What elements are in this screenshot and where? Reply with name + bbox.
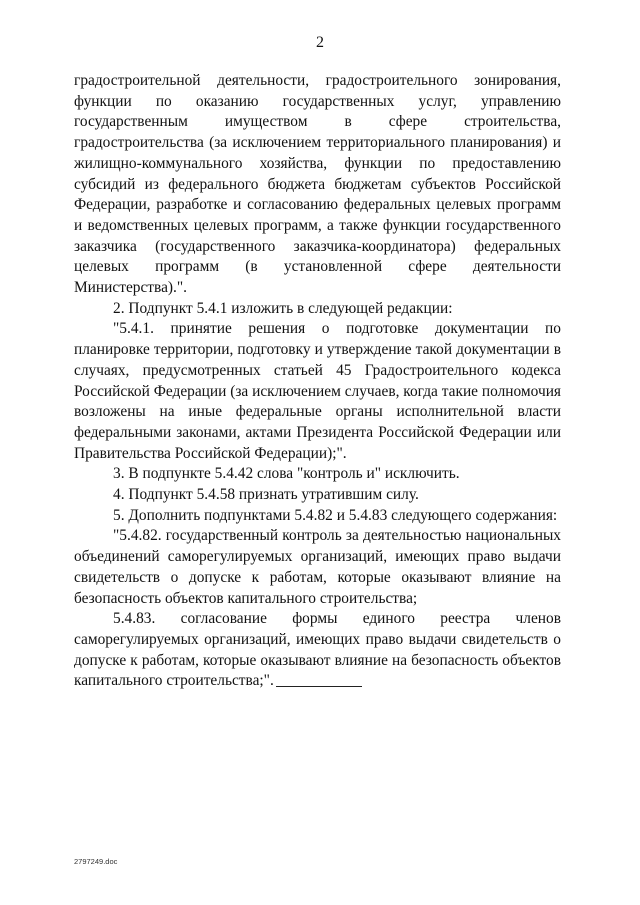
document-file-id: 2797249.doc xyxy=(74,857,118,866)
paragraph-5-4-83: 5.4.83. согласование формы единого реестра членов саморегулируемых организаций, имеющих право выдачи свидетельств о допуске к работам, которые оказывают влияние на безопасность объектов капитального строительства;". xyxy=(74,610,561,690)
document-body xyxy=(74,71,561,692)
paragraph-5-4-82: "5.4.82. государственный контроль за деятельностью национальных объединений саморегулируемых организаций, имеющих право выдачи свидетельств о допуске к работам, которые оказывают влияние на безопасность объектов капитального строительства; xyxy=(74,527,561,607)
paragraph-5-4-1: "5.4.1. принятие решения о подготовке документации по планировке территории, подготовку и утверждение такой документации в случаях, предусмотренных статьей 45 Градостроительного кодекса Российской Федерации (за исключением случаев, когда такие полномочия возложены на иные федеральные органы исполнительной власти федеральными законами, актами Президента Российской Федерации или Правительства Российской Федерации);". xyxy=(74,320,562,462)
paragraph-continuation: градостроительной деятельности, градостроительного зонирования, функции по оказанию государственных услуг, управлению государственным имуществом в сфере строительства, градостроительства (за исключением территориального планирования) и жилищно-коммунального хозяйства, функции по предоставлению субсидий из федерального бюджета бюджетам субъектов Российской Федерации, разработке и согласованию федеральных целевых программ и ведомственных целевых программ, а также функции государственного заказчика (государственного заказчика-координатора) федеральных целевых программ (в установленной сфере деятельности Министерства).". xyxy=(74,72,561,297)
paragraph-item-4: 4. Подпункт 5.4.58 признать утратившим силу. xyxy=(113,486,419,504)
paragraph-item-5: 5. Дополнить подпунктами 5.4.82 и 5.4.83 следующего содержания: xyxy=(113,506,558,524)
paragraph-item-2: 2. Подпункт 5.4.1 изложить в следующей редакции: xyxy=(113,299,453,317)
end-separator-line xyxy=(276,686,362,687)
paragraph-item-3: 3. В подпункте 5.4.42 слова "контроль и" исключить. xyxy=(113,465,460,483)
page-number: 2 xyxy=(316,34,324,51)
